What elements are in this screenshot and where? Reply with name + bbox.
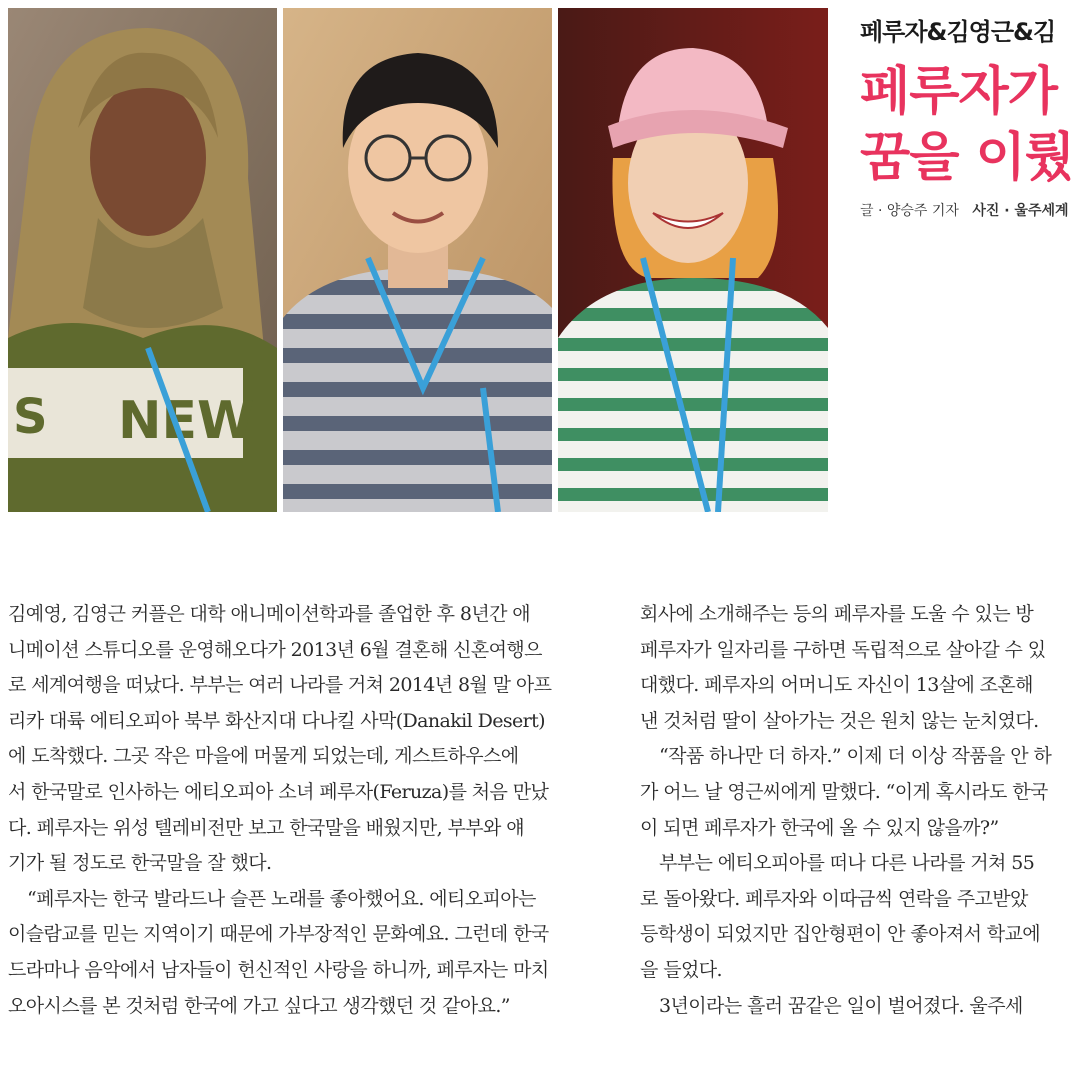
body-line: 3년이라는 흘러 꿈같은 일이 벌어졌다. 울주세 bbox=[659, 994, 1023, 1017]
body-line: 김예영, 김영근 커플은 대학 애니메이션학과를 졸업한 후 8년간 애 bbox=[8, 603, 531, 625]
body-line: 니메이션 스튜디오를 운영해오다가 2013년 6월 결혼해 신혼여행으 bbox=[8, 638, 542, 661]
byline bbox=[860, 200, 1069, 220]
portrait-woman-hijab bbox=[8, 8, 277, 512]
body-line: 다. 페루자는 위성 텔레비전만 보고 한국말을 배웠지만, 부부와 얘 bbox=[8, 816, 525, 839]
byline-writer: 글 · 양승주 기자 bbox=[860, 203, 959, 219]
body-line: 회사에 소개해주는 등의 페루자를 도울 수 있는 방 bbox=[640, 603, 1034, 625]
photo-kim-younggeun bbox=[283, 8, 552, 512]
body-column-left bbox=[8, 597, 600, 1024]
body-column-right bbox=[640, 597, 1080, 1080]
body-line: 리카 대륙 에티오피아 북부 화산지대 다나킬 사막(Danakil Desert) bbox=[8, 709, 545, 732]
svg-text:NEW: NEW bbox=[118, 391, 255, 451]
body-line: 낸 것처럼 딸이 살아가는 것은 원치 않는 눈치였다. bbox=[640, 709, 1039, 732]
svg-text:S: S bbox=[13, 389, 48, 445]
body-line: “작품 하나만 더 하자.” 이제 더 이상 작품을 안 하 bbox=[659, 745, 1052, 768]
body-line: 이 되면 페루자가 한국에 올 수 있지 않을까?” bbox=[640, 816, 999, 839]
article-kicker: 페루자&김영근&김 bbox=[860, 18, 1056, 46]
body-line: 로 세계여행을 떠났다. 부부는 여러 나라를 거쳐 2014년 8월 말 아프 bbox=[8, 674, 552, 697]
body-line: 대했다. 페루자의 어머니도 자신이 13살에 조혼해 bbox=[640, 674, 1033, 697]
body-line: 서 한국말로 인사하는 에티오피아 소녀 페루자(Feruza)를 처음 만났 bbox=[8, 780, 549, 803]
portrait-man-glasses bbox=[283, 8, 552, 512]
body-line: 기가 될 정도로 한국말을 잘 했다. bbox=[8, 852, 272, 875]
article-title-line-1: 페루자가 bbox=[860, 62, 1057, 122]
body-line: 등학생이 되었지만 집안형편이 안 좋아져서 학교에 bbox=[640, 923, 1041, 946]
photo-kim-yeyoung bbox=[558, 8, 828, 512]
body-line: 드라마나 음악에서 남자들이 헌신적인 사랑을 하니까, 페루자는 마치 bbox=[8, 958, 549, 981]
body-line: 페루자가 일자리를 구하면 독립적으로 살아갈 수 있 bbox=[640, 638, 1046, 661]
body-line: 을 들었다. bbox=[640, 958, 722, 981]
body-line: 부부는 에티오피아를 떠나 다른 나라를 거쳐 55 bbox=[659, 852, 1035, 875]
body-line: 이슬람교를 믿는 지역이기 때문에 가부장적인 문화예요. 그런데 한국 bbox=[8, 923, 549, 946]
body-line: “페루자는 한국 발라드나 슬픈 노래를 좋아했어요. 에티오피아는 bbox=[27, 887, 536, 910]
body-line: 가 어느 날 영근씨에게 말했다. “이게 혹시라도 한국 bbox=[640, 780, 1048, 803]
body-line: 에 도착했다. 그곳 작은 마을에 머물게 되었는데, 게스트하우스에 bbox=[8, 745, 519, 768]
portrait-woman-pink-cap bbox=[558, 8, 828, 512]
byline-photo: 사진 · 울주세계 bbox=[972, 203, 1069, 219]
photo-feruza bbox=[8, 8, 277, 512]
article-title-line-2: 꿈을 이뤘 bbox=[860, 128, 1075, 188]
body-line: 로 돌아왔다. 페루자와 이따금씩 연락을 주고받았 bbox=[640, 887, 1028, 910]
article-header bbox=[860, 0, 1080, 260]
body-line: 오아시스를 본 것처럼 한국에 가고 싶다고 생각했던 것 같아요.” bbox=[8, 994, 510, 1017]
